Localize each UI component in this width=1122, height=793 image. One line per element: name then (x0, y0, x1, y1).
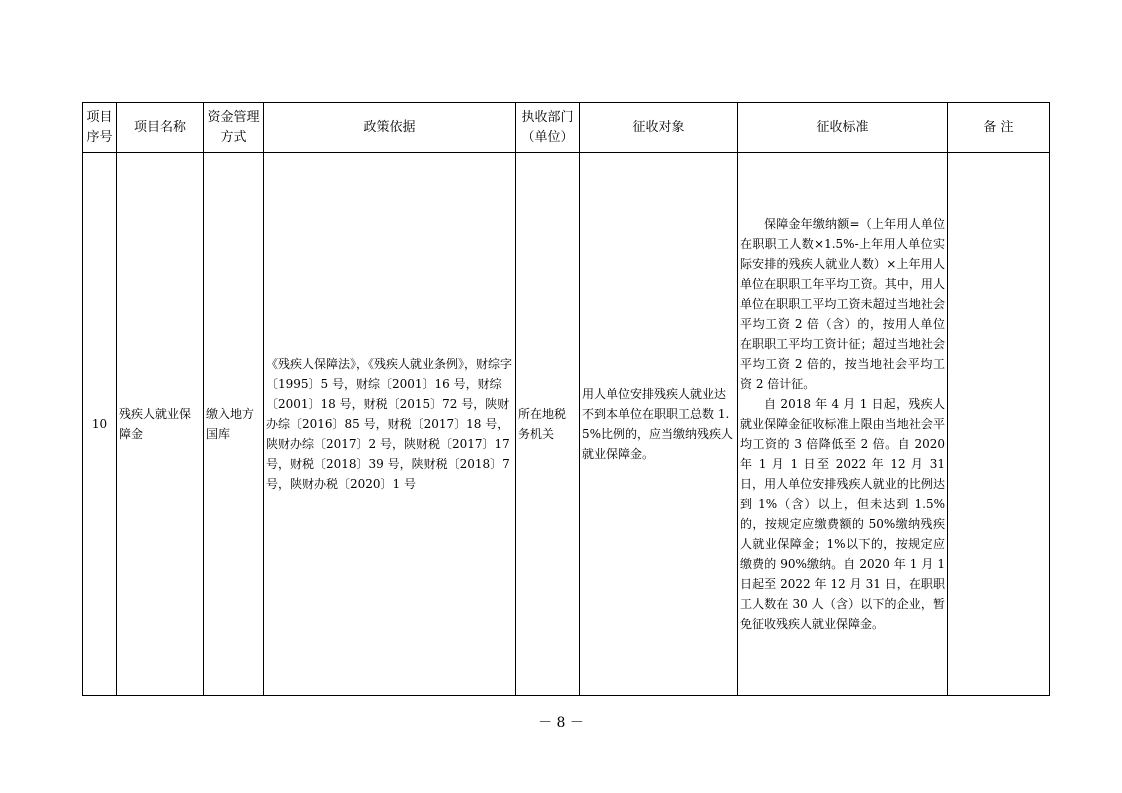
cell-standard (738, 153, 948, 696)
cell-policy: 《残疾人保障法》，《残疾人就业条例》，财综字〔1995〕5 号，财综〔2001〕16 号，财综〔2001〕18 号，财税〔2015〕72 号，陕财办综〔2016〕85 号，财税〔2017〕18 号，陕财办综〔2017〕2 号，陕财税〔2017〕17 号，财税〔2018〕39 号，陕财税〔2018〕7 号，陕财办税〔2020〕1 号 (264, 153, 516, 696)
cell-target: 用人单位安排残疾人就业达不到本单位在职职工总数 1.5%比例的，应当缴纳残疾人就业保障金。 (580, 153, 738, 696)
standard-paragraph-2: 自 2018 年 4 月 1 日起，残疾人就业保障金征收标准上限由当地社会平均工资的 3 倍降低至 2 倍。自 2020 年 1 月 1 日至 2022 年 12 月 31 日，用人单位安排残疾人就业的比例达到 1%（含）以上，但未达到 1.5%的，按规定应缴费额的 50%缴纳残疾人就业保障金；1%以下的，按规定应缴费的 90%缴纳。自 2020 年 1 月 1 日起至 2022 年 12 月 31 日，在职职工人数在 30 人（含）以下的企业，暂免征收残疾人就业保障金。 (740, 397, 945, 631)
table-row (83, 153, 1050, 696)
header-remarks: 备 注 (948, 103, 1050, 153)
page-number: － 8 － (538, 715, 584, 731)
header-row (83, 103, 1050, 153)
header-target: 征收对象 (580, 103, 738, 153)
standard-paragraph-1: 保障金年缴纳额=（上年用人单位在职职工人数×1.5%-上年用人单位实际安排的残疾人就业人数）×上年用人单位在职职工年平均工资。其中，用人单位在职职工平均工资未超过当地社会平均工资 2 倍（含）的，按用人单位在职职工平均工资计征；超过当地社会平均工资 2 倍的，按当地社会平均工资 2 倍计征。 (740, 217, 945, 391)
header-policy: 政策依据 (264, 103, 516, 153)
header-seq: 项目序号 (83, 103, 117, 153)
header-standard: 征收标准 (738, 103, 948, 153)
header-name: 项目名称 (117, 103, 204, 153)
cell-name: 残疾人就业保障金 (117, 153, 204, 696)
header-department: 执收部门（单位） (516, 103, 580, 153)
fee-table (82, 102, 1050, 696)
cell-management: 缴入地方国库 (204, 153, 264, 696)
header-management: 资金管理方式 (204, 103, 264, 153)
cell-department: 所在地税务机关 (516, 153, 580, 696)
cell-remarks (948, 153, 1050, 696)
cell-seq: 10 (83, 153, 117, 696)
